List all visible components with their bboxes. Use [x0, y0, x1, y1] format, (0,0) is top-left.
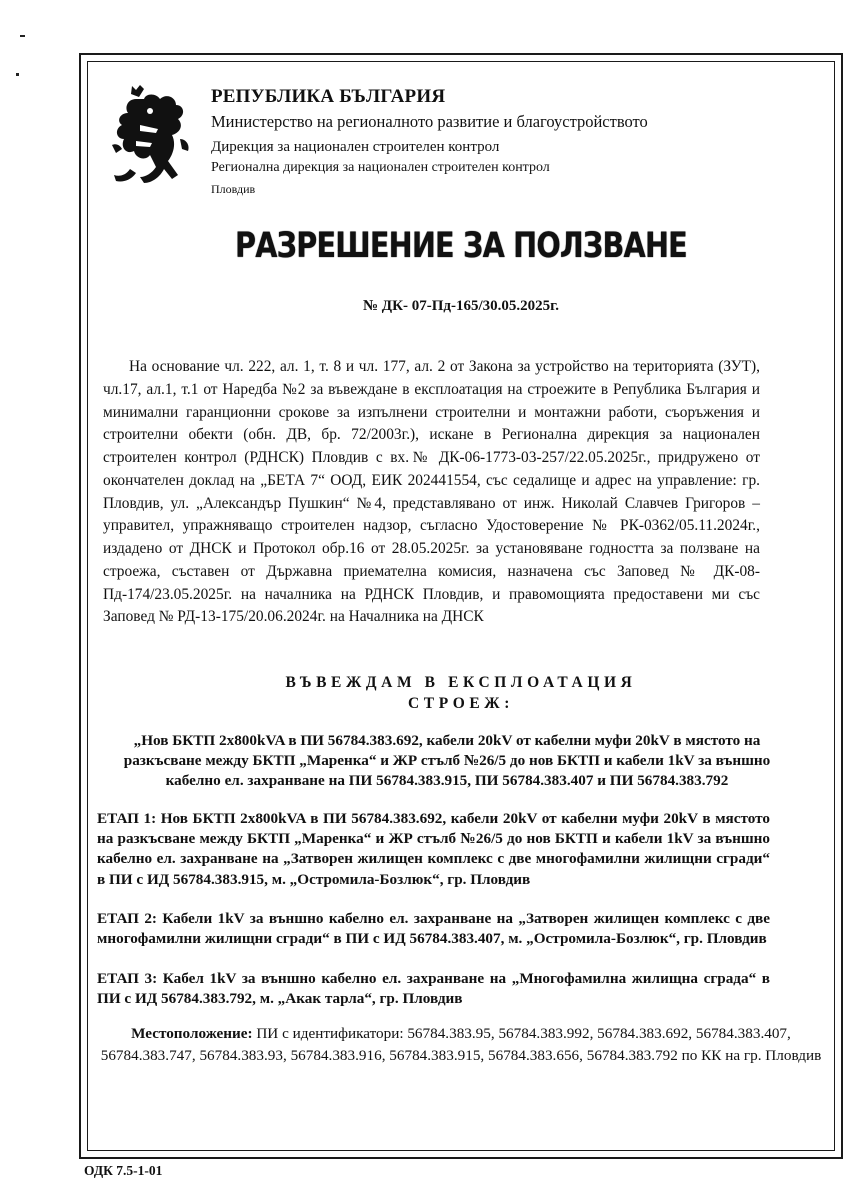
location-text: ПИ с идентификатори: 56784.383.95, 56784.383.992, 56784.383.692, 56784.383.407, 56784.383.747, 56784.383.93, 56784.383.916, 56784.383.915, 56784.383.656, 56784.383.792 по КК на гр. Пловдив [100, 1025, 822, 1064]
country-heading: РЕПУБЛИКА БЪЛГАРИЯ [211, 86, 446, 107]
form-code: ОДК 7.5-1-01 [84, 1163, 163, 1178]
legal-basis-paragraph: На основание чл. 222, ал. 1, т. 8 и чл. 177, ал. 2 от Закона за устройство на територията (ЗУТ), чл.17, ал.1, т.1 от Наредба №2 за въвеждане в експлоатация на строежите в Република България и минимални гаранционни срокове за изпълнени строителни и монтажни работи, съоръжения и строителни обекти (обн. ДВ, бр. 72/2003г.), искане в Регионална дирекция за национален строителен контрол (РДНСК) Пловдив с вх.№ ДК-06-1773-03-257/22.05.2025г., придружено от окончателен доклад на „БЕТА 7“ ООД, ЕИК 202441554, със седалище и адрес на управление: гр. Пловдив, ул. „Александър Пушкин“ №4, представлявано от инж. Николай Славчев Григоров – управител, упражняващо строителен надзор, съгласно Удостоверение № РК-0362/05.11.2024г., издадено от ДНСК и Протокол обр.16 от 28.05.2025г. за установяване годността за ползване на строежа, съставен от Държавна приемателна комисия, назначена със Заповед № ДК-08-Пд-174/23.05.2025г. на началника на РДНСК Пловдив, и правомощията предоставени ми със Заповед № РД-13-175/20.06.2024г. на Началника на ДНСК [103, 358, 760, 626]
regional-directorate-name: Регионална дирекция за национален строителен контрол [211, 160, 550, 175]
decree-heading: ВЪВЕЖДАМ В ЕКСПЛОАТАЦИЯ [285, 674, 637, 691]
location-block [90, 1023, 832, 1067]
document-title: РАЗРЕШЕНИЕ ЗА ПОЛЗВАНЕ [235, 226, 687, 266]
object-label: СТРОЕЖ: [408, 695, 514, 712]
stage-3: ЕТАП 3: Кабел 1kV за външно кабелно ел. захранване на „Многофамилна жилищна сграда“ в ПИ с ИД 56784.383.792, м. „Акак тарла“, гр. Пловдив [97, 970, 770, 1008]
stage-2: ЕТАП 2: Кабели 1kV за външно кабелно ел. захранване на „Затворен жилищен комплекс с две многофамилни жилищни сгради“ в ПИ с ИД 56784.383.407, м. „Остромила-Бозлюк“, гр. Пловдив [97, 910, 770, 948]
stage-1: ЕТАП 1: Нов БКТП 2х800kVA в ПИ 56784.383.692, кабели 20kV от кабелни муфи 20kV в мястото на разкъсване между БКТП „Маренка“ и ЖР стълб №26/5 до нов БКТП и кабели 1kV за външно кабелно ел. захранване на „Затворен жилищен комплекс с две многофамилни жилищни сгради“ в ПИ с ИД 56784.383.915, м. „Остромила-Бозлюк“, гр. Пловдив [97, 810, 770, 888]
scan-mark [16, 73, 19, 76]
document-number: № ДК- 07-Пд-165/30.05.2025г. [362, 298, 560, 314]
location-label: Местоположение: [131, 1025, 253, 1042]
city-name: Пловдив [211, 182, 256, 196]
scan-mark [20, 35, 25, 37]
directorate-name: Дирекция за национален строителен контрол [211, 139, 500, 155]
lion-coat-of-arms-icon [106, 85, 192, 185]
object-title: „Нов БКТП 2х800kVA в ПИ 56784.383.692, кабели 20kV от кабелни муфи 20kV в мястото на разкъсване между БКТП „Маренка“ и ЖР стълб №26/5 до нов БКТП и кабели 1kV за външно кабелно ел. захранване на ПИ 56784.383.915, ПИ 56784.383.407 и ПИ 56784.383.792 [123, 732, 771, 790]
ministry-name: Министерство на регионалното развитие и благоустройството [211, 112, 648, 131]
